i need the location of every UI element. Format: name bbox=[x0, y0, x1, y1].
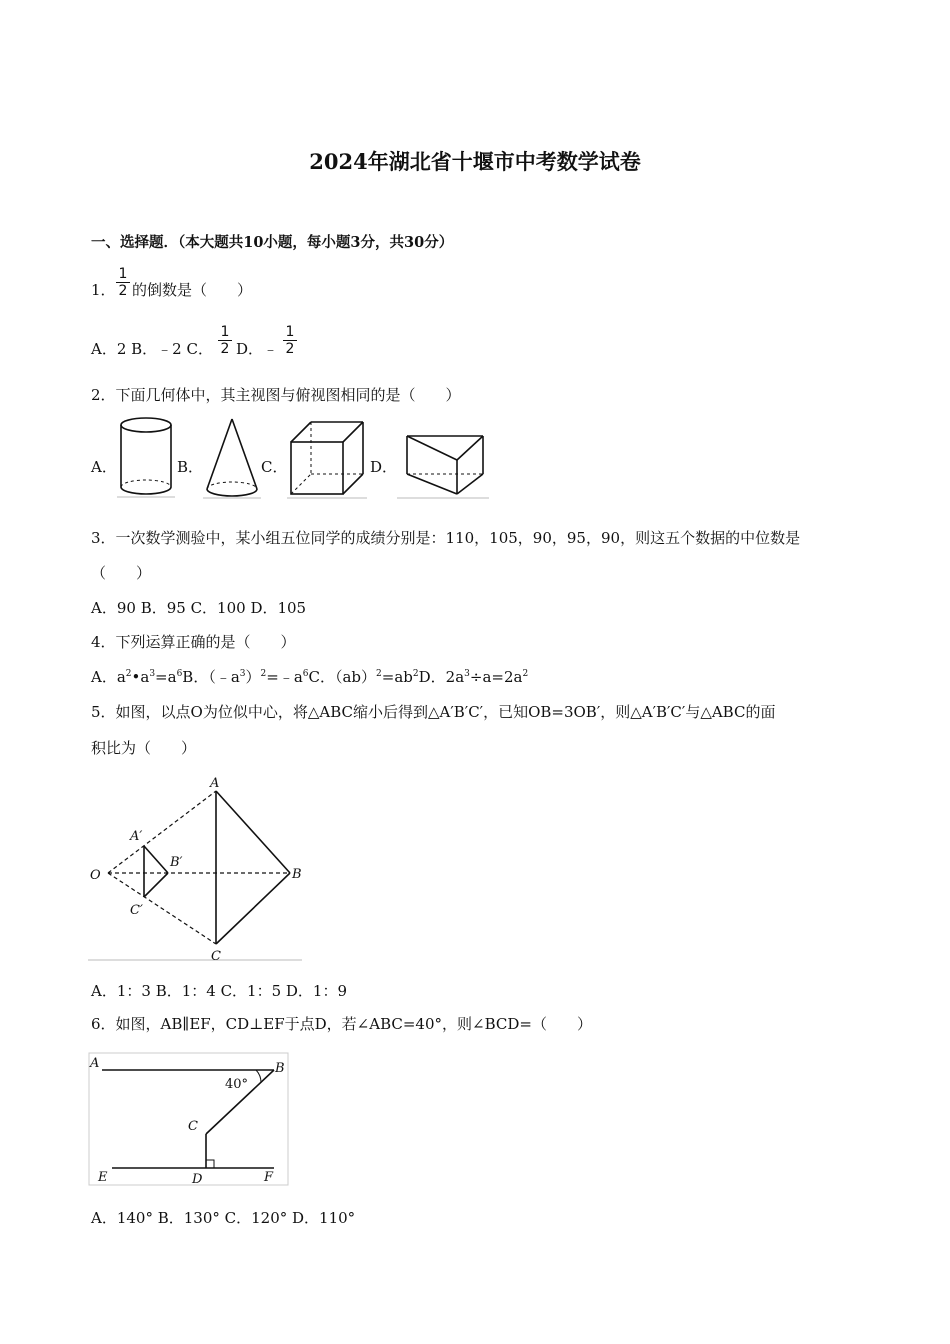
q4-options bbox=[91, 668, 528, 686]
label-B: B bbox=[275, 1061, 285, 1076]
q5-options: A．1：3 B．1：4 C．1：5 D．1：9 bbox=[91, 982, 348, 1000]
q3-stem-line2: （ ） bbox=[91, 564, 152, 582]
q4-d-exp2: 2 bbox=[522, 669, 529, 679]
label-B-prime: B′ bbox=[170, 855, 183, 870]
q1-option-d-denominator: 2 bbox=[285, 341, 295, 357]
q1-option-c-denominator: 2 bbox=[220, 341, 230, 357]
q4-b-eq: =﹣a bbox=[266, 668, 303, 686]
label-B: B bbox=[292, 867, 302, 882]
q1-option-d-numerator: 1 bbox=[283, 324, 297, 341]
q4-c-exp1: 2 bbox=[376, 669, 382, 679]
q2-option-b-label: B． bbox=[177, 458, 204, 476]
q1-option-c-numerator: 1 bbox=[218, 324, 232, 341]
q1-number: 1． bbox=[91, 281, 116, 299]
label-C-prime: C′ bbox=[130, 903, 143, 918]
q4-a-eq: =a bbox=[155, 668, 177, 686]
q4-a-exp1: 2 bbox=[125, 669, 132, 679]
q1-option-c-fraction bbox=[218, 324, 232, 357]
q1-option-d-fraction bbox=[283, 324, 297, 357]
angle-label: 40° bbox=[225, 1077, 249, 1092]
q1-option-d: D．﹣ bbox=[236, 340, 279, 358]
q5-stem-line1: 5．如图，以点O为位似中心，将△ABC缩小后得到△A′B′C′，已知OB=3OB′，则△A′B′C′与△ABC的面 bbox=[91, 703, 776, 721]
q4-stem: 4．下列运算正确的是（ ） bbox=[91, 633, 296, 651]
q3-stem-line1: 3．一次数学测验中，某小组五位同学的成绩分别是：110，105，90，95，90，则这五个数据的中位数是 bbox=[91, 529, 801, 547]
q4-d-exp1: 3 bbox=[464, 669, 470, 679]
label-A: A bbox=[210, 776, 220, 791]
q4-b-exp2: 2 bbox=[260, 669, 267, 679]
section-heading: 一、选择题．（本大题共10小题，每小题3分，共30分） bbox=[91, 234, 454, 251]
q2-option-c-label: C． bbox=[261, 458, 288, 476]
page-title: 2024年湖北省十堰市中考数学试卷 bbox=[309, 149, 641, 174]
q4-d-eq: ÷a=2a bbox=[469, 668, 523, 686]
triangular-prism-figure bbox=[397, 430, 489, 500]
label-C: C bbox=[188, 1119, 198, 1134]
cube-figure bbox=[287, 418, 367, 500]
q5-stem-line2: 积比为（ ） bbox=[91, 739, 197, 757]
similar-triangles-figure bbox=[88, 774, 304, 964]
q1-stem: 的倒数是（ ） bbox=[132, 281, 253, 299]
q4-c-eq: =ab bbox=[381, 668, 413, 686]
q1-fraction-numerator: 1 bbox=[116, 266, 130, 283]
q1-fraction-denominator: 2 bbox=[118, 283, 128, 299]
q4-d-text: D．2a bbox=[418, 668, 465, 686]
q6-stem: 6．如图，AB∥EF，CD⊥EF于点D，若∠ABC=40°，则∠BCD=（ ） bbox=[91, 1015, 592, 1033]
label-O: O bbox=[90, 868, 101, 883]
q4-c-exp2: 2 bbox=[412, 669, 419, 679]
q4-a-exp2: 3 bbox=[149, 669, 156, 679]
q6-options: A．140° B．130° C．120° D．110° bbox=[91, 1209, 356, 1227]
q4-a-exp3: 6 bbox=[176, 669, 183, 679]
label-D: D bbox=[192, 1172, 203, 1187]
q4-a-mid: •a bbox=[131, 668, 150, 686]
label-A: A bbox=[90, 1056, 100, 1071]
q4-b-mid: ） bbox=[245, 668, 261, 686]
label-E: E bbox=[98, 1170, 108, 1185]
q4-c-text: C．（ab） bbox=[308, 668, 377, 686]
q1-fraction bbox=[116, 266, 130, 299]
cylinder-figure bbox=[117, 415, 175, 499]
label-A-prime: A′ bbox=[130, 829, 143, 844]
q2-option-d-label: D． bbox=[370, 458, 398, 476]
label-F: F bbox=[264, 1170, 274, 1185]
q3-options: A．90 B．95 C．100 D．105 bbox=[91, 599, 307, 617]
q2-option-a-label: A． bbox=[91, 458, 117, 476]
q4-b-text: B．（﹣a bbox=[182, 668, 240, 686]
q1-options-ab: A．2 B．﹣2 C． bbox=[91, 340, 213, 358]
q2-stem: 2．下面几何体中，其主视图与俯视图相同的是（ ） bbox=[91, 386, 461, 404]
label-C: C bbox=[211, 949, 221, 964]
q4-a-text: A．a bbox=[91, 668, 126, 686]
parallel-lines-figure bbox=[88, 1052, 290, 1188]
q4-b-exp1: 3 bbox=[239, 669, 246, 679]
cone-figure bbox=[203, 415, 261, 499]
q4-b-exp3: 6 bbox=[302, 669, 309, 679]
